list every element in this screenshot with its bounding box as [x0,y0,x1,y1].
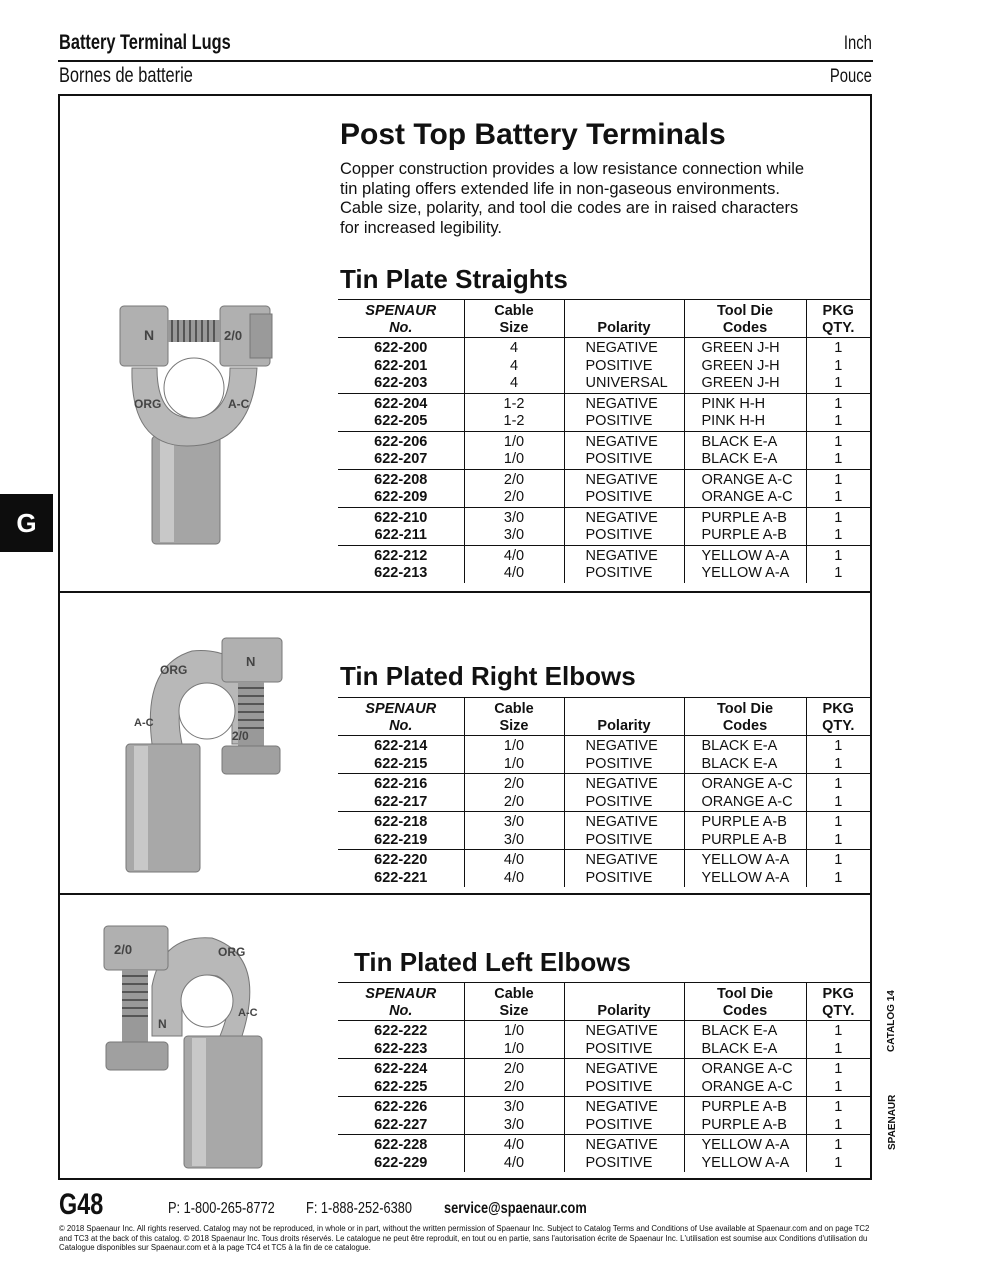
table-row [338,565,870,583]
table-row [338,1059,870,1079]
table-row [338,1117,870,1135]
mark-size: 2/0 [114,942,133,957]
mark-n: N [144,327,155,343]
pkg-qty: 1 [806,413,870,431]
cable-size: 1/0 [464,431,564,451]
pkg-qty: 1 [806,1041,870,1059]
right-elbow-illustration [112,626,292,876]
col-qty: PKG QTY. [806,698,870,736]
tool-die-code: ORANGE A-C [684,489,806,507]
page-title: Post Top Battery Terminals [340,118,726,151]
table-row [338,1041,870,1059]
polarity: NEGATIVE [564,393,684,413]
pkg-qty: 1 [806,756,870,774]
tool-die-code: ORANGE A-C [684,1079,806,1097]
polarity: NEGATIVE [564,431,684,451]
tool-die-code: BLACK E-A [684,1041,806,1059]
pkg-qty: 1 [806,469,870,489]
catalog-panel [58,94,872,1180]
cable-size: 2/0 [464,794,564,812]
pkg-qty: 1 [806,338,870,358]
pkg-qty: 1 [806,1059,870,1079]
part-number: 622-224 [374,1061,428,1077]
section-title-right-elbows: Tin Plated Right Elbows [340,661,636,691]
table-row [338,413,870,431]
polarity: NEGATIVE [564,338,684,358]
part-number: 622-203 [338,375,464,393]
polarity: NEGATIVE [564,850,684,870]
part-number: 622-216 [374,776,428,792]
cable-size: 4/0 [464,1155,564,1173]
tool-die-code: PINK H-H [684,413,806,431]
tool-die-code: PURPLE A-B [684,527,806,545]
cable-size: 2/0 [464,774,564,794]
pkg-qty: 1 [806,736,870,756]
tool-die-code: YELLOW A-A [684,545,806,565]
table-row [338,527,870,545]
table-row [338,1135,870,1155]
polarity: POSITIVE [564,870,684,888]
pkg-qty: 1 [806,489,870,507]
pkg-qty: 1 [806,774,870,794]
cable-size: 4/0 [464,1135,564,1155]
pkg-qty: 1 [806,1079,870,1097]
cable-size: 1/0 [464,1041,564,1059]
table-row [338,431,870,451]
section-title-straights: Tin Plate Straights [340,264,568,294]
cable-size: 3/0 [464,1117,564,1135]
tool-die-code: BLACK E-A [684,736,806,756]
side-catalog-label: CATALOG 14 [886,990,897,1052]
tool-die-code: GREEN J-H [684,375,806,393]
tool-die-code: GREEN J-H [684,338,806,358]
tool-die-code: ORANGE A-C [684,794,806,812]
part-number: 622-214 [374,738,428,754]
table-row [338,489,870,507]
table-row [338,545,870,565]
pkg-qty: 1 [806,393,870,413]
cable-size: 1/0 [464,1021,564,1041]
cable-size: 3/0 [464,812,564,832]
col-die: Tool Die Codes [684,300,806,338]
pkg-qty: 1 [806,794,870,812]
part-number: 622-222 [374,1023,428,1039]
table-row [338,736,870,756]
col-size: Cable Size [464,300,564,338]
polarity: UNIVERSAL [564,375,684,393]
cable-size: 4 [464,338,564,358]
polarity: POSITIVE [564,565,684,583]
table-row [338,794,870,812]
phone-number[interactable]: P: 1-800-265-8772 [168,1200,275,1217]
table-row [338,469,870,489]
tool-die-code: PINK H-H [684,393,806,413]
part-number: 622-207 [338,451,464,469]
pkg-qty: 1 [806,565,870,583]
table-row [338,812,870,832]
cable-size: 1/0 [464,736,564,756]
cable-size: 1-2 [464,413,564,431]
table-row [338,756,870,774]
cable-size: 4 [464,375,564,393]
polarity: NEGATIVE [564,1021,684,1041]
pkg-qty: 1 [806,527,870,545]
col-die: Tool Die Codes [684,698,806,736]
page-number: G48 [59,1188,104,1221]
part-number: 622-219 [338,832,464,850]
tool-die-code: ORANGE A-C [684,1059,806,1079]
part-number: 622-209 [338,489,464,507]
tool-die-code: BLACK E-A [684,756,806,774]
part-number: 622-217 [338,794,464,812]
table-row [338,774,870,794]
pkg-qty: 1 [806,1155,870,1173]
polarity: NEGATIVE [564,1059,684,1079]
cable-size: 2/0 [464,1059,564,1079]
cable-size: 1/0 [464,756,564,774]
tool-die-code: PURPLE A-B [684,812,806,832]
intro-text: Copper construction provides a low resistance connection while tin plating offers extended life in non-gaseous environments. Cable size, polarity, and tool die codes are in raised characters for increased legibility. [340,160,805,237]
section-divider [60,893,870,895]
part-number: 622-229 [374,1154,428,1171]
tool-die-code: ORANGE A-C [684,469,806,489]
table-row [338,1021,870,1041]
cable-size: 4/0 [464,870,564,888]
cable-size: 3/0 [464,832,564,850]
cable-size: 3/0 [464,527,564,545]
polarity: NEGATIVE [564,736,684,756]
part-number: 622-226 [374,1099,428,1115]
part-number: 622-201 [374,357,428,374]
part-number: 622-210 [374,509,428,526]
table-row [338,393,870,413]
col-size: Cable Size [464,983,564,1021]
polarity: POSITIVE [564,413,684,431]
section-title-left-elbows: Tin Plated Left Elbows [354,947,631,977]
header-subtitle: Bornes de batterie [59,64,193,87]
cable-size: 2/0 [464,469,564,489]
tool-die-code: YELLOW A-A [684,870,806,888]
part-number: 622-205 [338,413,464,431]
polarity: POSITIVE [564,451,684,469]
mark-ac: A-C [238,1007,258,1019]
tool-die-code: YELLOW A-A [684,1135,806,1155]
part-number: 622-227 [338,1117,464,1135]
tool-die-code: ORANGE A-C [684,774,806,794]
mark-n: N [158,1017,167,1031]
tool-die-code: YELLOW A-A [684,850,806,870]
table-row [338,451,870,469]
pkg-qty: 1 [806,850,870,870]
mark-org: ORG [218,945,246,959]
polarity: NEGATIVE [564,774,684,794]
mark-size: 2/0 [224,328,243,343]
cable-size: 1-2 [464,393,564,413]
table-row [338,1155,870,1173]
polarity: NEGATIVE [564,812,684,832]
polarity: NEGATIVE [564,1097,684,1117]
col-size: Cable Size [464,698,564,736]
pkg-qty: 1 [806,812,870,832]
cable-size: 4 [464,358,564,376]
part-number: 622-220 [374,852,428,868]
part-number: 622-211 [338,527,464,545]
part-number: 622-206 [374,433,428,450]
part-number: 622-223 [338,1041,464,1059]
pkg-qty: 1 [806,358,870,376]
pkg-qty: 1 [806,1097,870,1117]
part-number: 622-204 [374,395,428,412]
tool-die-code: YELLOW A-A [684,1155,806,1173]
straights-table [338,299,870,583]
tool-die-code: PURPLE A-B [684,507,806,527]
header-rule [58,60,873,62]
col-qty: PKG QTY. [806,983,870,1021]
header-unit: Inch [843,33,872,54]
straight-terminal-illustration [112,296,282,546]
col-polarity: Polarity [564,698,684,736]
mark-ac: A-C [228,397,250,411]
polarity: POSITIVE [564,1079,684,1097]
polarity: POSITIVE [564,794,684,812]
part-number: 622-215 [338,756,464,774]
part-number: 622-213 [374,565,428,581]
mark-size: 2/0 [232,729,249,743]
part-number: 622-212 [374,547,428,564]
tool-die-code: GREEN J-H [684,358,806,376]
cable-size: 3/0 [464,507,564,527]
left-elbow-illustration [92,916,292,1176]
pkg-qty: 1 [806,870,870,888]
header-title: Battery Terminal Lugs [59,31,231,54]
mark-org: ORG [160,663,188,677]
col-qty: PKG QTY. [806,300,870,338]
tool-die-code: BLACK E-A [684,451,806,469]
polarity: POSITIVE [564,358,684,376]
pkg-qty: 1 [806,507,870,527]
cable-size: 4/0 [464,850,564,870]
col-no: SPENAUR No. [338,698,464,736]
pkg-qty: 1 [806,1135,870,1155]
fax-number[interactable]: F: 1-888-252-6380 [306,1200,413,1217]
tool-die-code: PURPLE A-B [684,1117,806,1135]
pkg-qty: 1 [806,451,870,469]
part-number: 622-218 [374,814,428,830]
col-polarity: Polarity [564,983,684,1021]
left-elbows-table [338,982,870,1172]
section-tab[interactable]: G [0,494,53,552]
polarity: POSITIVE [564,756,684,774]
polarity: POSITIVE [564,832,684,850]
tool-die-code: PURPLE A-B [684,1097,806,1117]
polarity: NEGATIVE [564,469,684,489]
polarity: POSITIVE [564,527,684,545]
side-brand-label: SPAENAUR [887,1094,898,1150]
header-unit-fr: Pouce [829,66,872,87]
cable-size: 3/0 [464,1097,564,1117]
tool-die-code: BLACK E-A [684,431,806,451]
pkg-qty: 1 [806,375,870,393]
table-row [338,850,870,870]
tool-die-code: BLACK E-A [684,1021,806,1041]
mark-ac: A-C [134,717,154,729]
polarity: NEGATIVE [564,507,684,527]
table-row [338,832,870,850]
table-row [338,338,870,358]
right-elbows-table [338,697,870,887]
mark-org: ORG [134,397,162,411]
cable-size: 2/0 [464,1079,564,1097]
col-no: SPENAUR No. [338,300,464,338]
table-row [338,375,870,393]
polarity: POSITIVE [564,1117,684,1135]
col-no: SPENAUR No. [338,983,464,1021]
tool-die-code: YELLOW A-A [684,565,806,583]
polarity: POSITIVE [564,489,684,507]
part-number: 622-200 [374,340,428,356]
legal-notice: © 2018 Spaenaur Inc. All rights reserved. Catalog may not be reproduced, in whole or in part, without the written permission of Spaenaur Inc. Subject to Catalog Terms and Conditions of Use available at Spaenaur.com and on page TC2 and TC3 at the back of this catalog. © 2018 Spaenaur Inc. Tous droits réservés. Le catalogue ne peut être reproduit, en tout ou en partie, sans l'autorisation écrite de Spaenaur Inc. L'utilisation est soumise aux Conditions d'utilisation du Catalogue disponibles sur Spaenaur.com et à la page TC4 et TC5 à la fin de ce catalogue. [59,1224,870,1252]
col-die: Tool Die Codes [684,983,806,1021]
cable-size: 1/0 [464,451,564,469]
table-row [338,1079,870,1097]
pkg-qty: 1 [806,545,870,565]
pkg-qty: 1 [806,832,870,850]
col-polarity: Polarity [564,300,684,338]
section-divider [60,591,870,593]
pkg-qty: 1 [806,1117,870,1135]
polarity: NEGATIVE [564,1135,684,1155]
polarity: POSITIVE [564,1041,684,1059]
polarity: POSITIVE [564,1155,684,1173]
part-number: 622-221 [374,869,428,886]
cable-size: 4/0 [464,545,564,565]
part-number: 622-228 [374,1137,428,1153]
part-number: 622-225 [338,1079,464,1097]
pkg-qty: 1 [806,1021,870,1041]
email-link[interactable]: service@spaenaur.com [444,1200,587,1217]
table-row [338,507,870,527]
tool-die-code: PURPLE A-B [684,832,806,850]
cable-size: 2/0 [464,489,564,507]
part-number: 622-208 [374,471,428,488]
pkg-qty: 1 [806,431,870,451]
table-row [338,1097,870,1117]
table-row [338,358,870,376]
mark-n: N [246,654,256,669]
polarity: NEGATIVE [564,545,684,565]
cable-size: 4/0 [464,565,564,583]
table-row [338,870,870,888]
